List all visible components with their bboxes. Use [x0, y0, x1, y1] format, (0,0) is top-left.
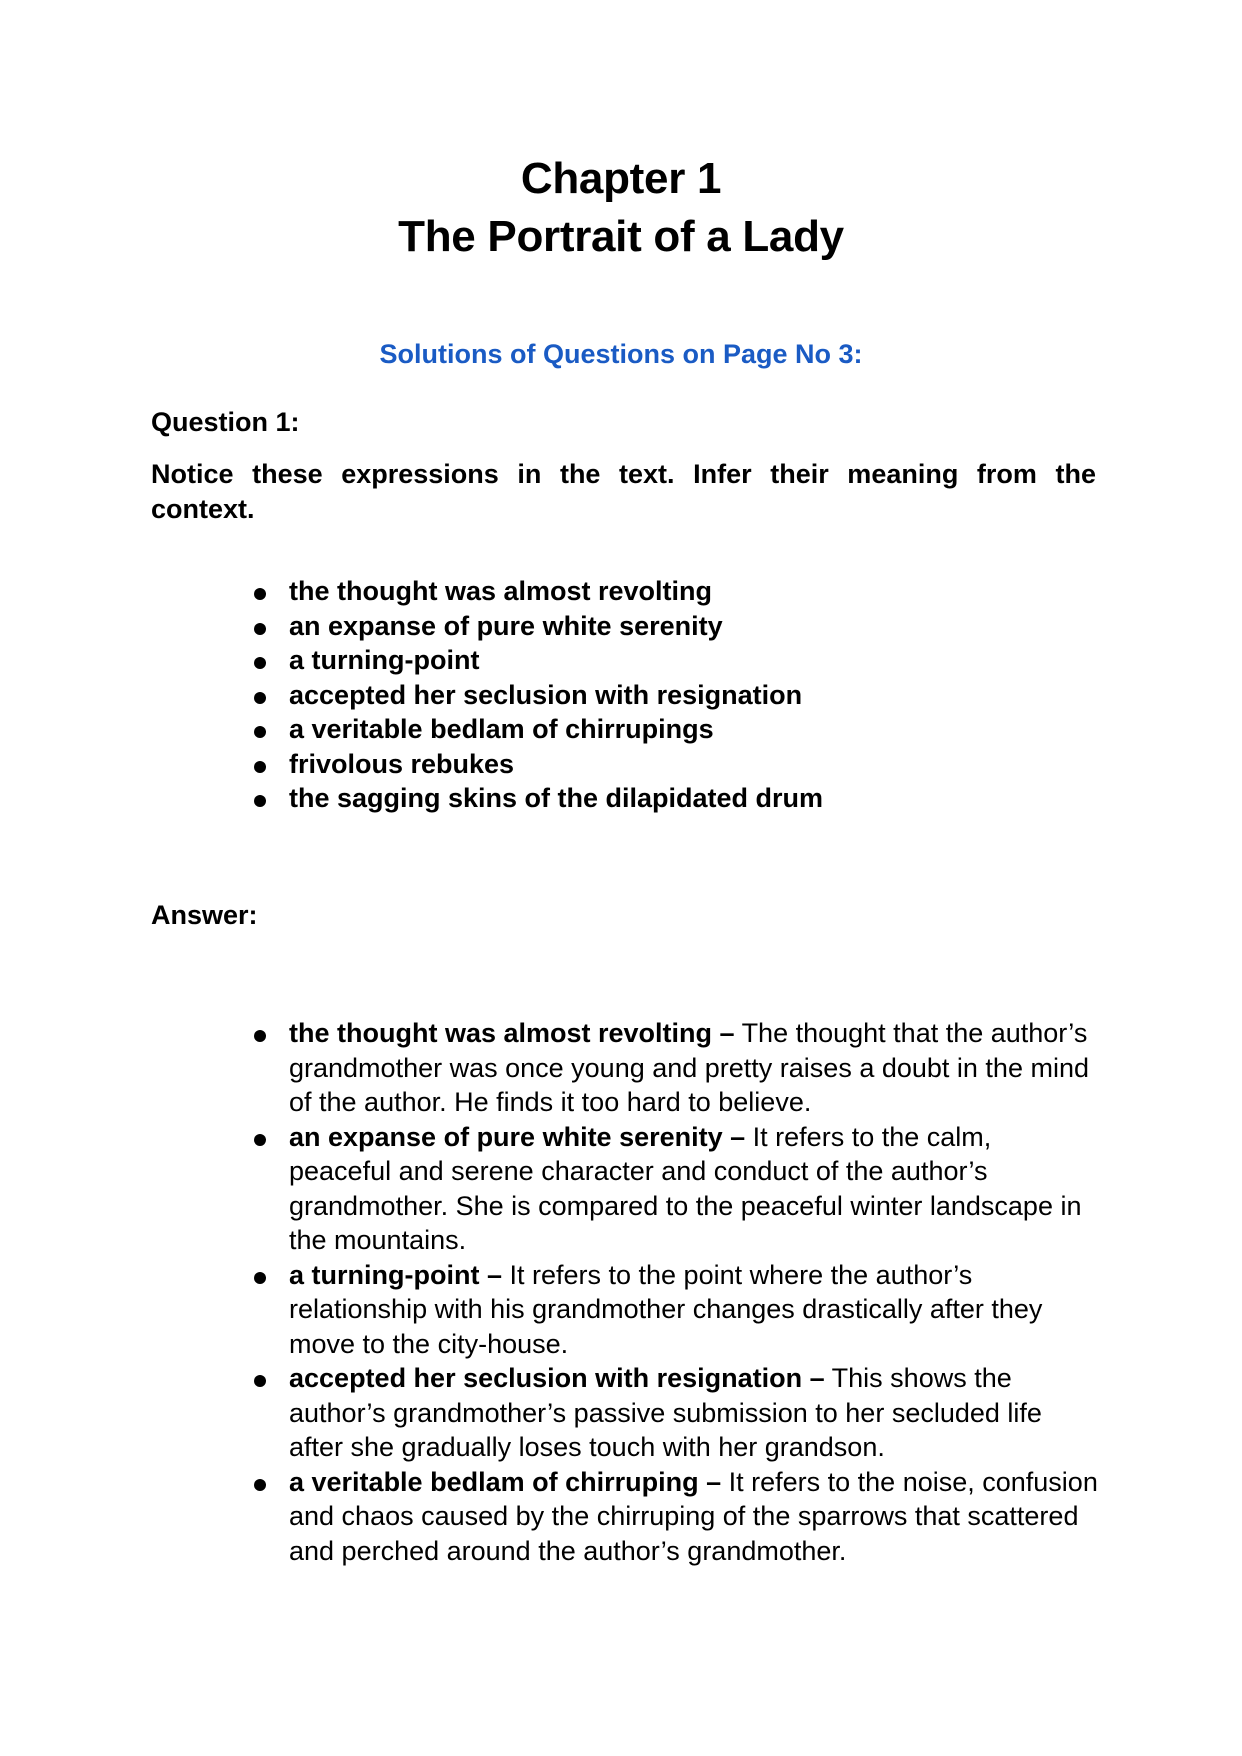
section-subtitle: Solutions of Questions on Page No 3:: [379, 339, 863, 369]
bullet-icon: [254, 747, 268, 782]
bullet-icon: [254, 609, 268, 644]
expression-item: [250, 781, 823, 816]
bullet-icon: [254, 1120, 268, 1258]
answer-list: [250, 1016, 1100, 1568]
question-text: Notice these expressions in the text. Infer their meaning from the context.: [151, 459, 1096, 524]
expression-item: [250, 643, 823, 678]
expression-text: accepted her seclusion with resignation: [289, 679, 803, 710]
answer-item: [250, 1361, 1100, 1465]
expression-item: [250, 574, 823, 609]
expression-text: a turning-point: [289, 645, 480, 675]
bullet-icon: [254, 781, 268, 816]
expression-text: an expanse of pure white serenity: [289, 610, 723, 641]
answer-term: a veritable bedlam of chirruping –: [289, 1466, 722, 1497]
expression-item: [250, 609, 823, 644]
expression-text: the sagging skins of the dilapidated drum: [289, 783, 824, 813]
expression-item: [250, 747, 823, 782]
expression-item: [250, 712, 823, 747]
answer-term: a turning-point –: [289, 1259, 502, 1290]
answer-description: It refers to the noise, confusion and chaos caused by the chirruping of the sparrows that scattered and perched around the author’s grandmother.: [289, 1466, 1098, 1566]
answer-item: [250, 1258, 1100, 1362]
answer-item: [250, 1465, 1100, 1569]
expression-list: [250, 574, 823, 816]
answer-term: the thought was almost revolting –: [289, 1018, 735, 1048]
chapter-number: Chapter 1: [520, 154, 722, 203]
answer-description: The thought that the author’s grandmother was once young and pretty raises a doubt in the mind of the author. He finds it too hard to believe.: [289, 1018, 1089, 1117]
answer-description: This shows the author’s grandmother’s passive submission to her secluded life after she gradually loses touch with her grandson.: [289, 1363, 1042, 1462]
expression-text: frivolous rebukes: [289, 748, 515, 779]
answer-item: [250, 1120, 1100, 1258]
bullet-icon: [254, 1016, 268, 1120]
answer-description: It refers to the calm, peaceful and serene character and conduct of the author’s grandmother. She is compared to the peaceful winter landscape in the mountains.: [289, 1121, 1082, 1255]
chapter-heading: [0, 150, 1242, 266]
bullet-icon: [254, 1361, 268, 1465]
bullet-icon: [254, 678, 268, 713]
answer-label: Answer:: [151, 900, 258, 930]
chapter-title: The Portrait of a Lady: [398, 212, 844, 261]
answer-term: an expanse of pure white serenity –: [289, 1121, 746, 1152]
bullet-icon: [254, 1465, 268, 1569]
answer-description: It refers to the point where the author’s relationship with his grandmother changes drastically after they move to the city-house.: [289, 1259, 1043, 1359]
bullet-icon: [254, 574, 268, 609]
expression-item: [250, 678, 823, 713]
answer-term: accepted her seclusion with resignation –: [289, 1363, 825, 1393]
bullet-icon: [254, 643, 268, 678]
answer-item: [250, 1016, 1100, 1120]
question-label: Question 1:: [151, 407, 300, 437]
expression-text: a veritable bedlam of chirrupings: [289, 714, 714, 744]
bullet-icon: [254, 1258, 268, 1362]
expression-text: the thought was almost revolting: [289, 576, 713, 606]
bullet-icon: [254, 712, 268, 747]
